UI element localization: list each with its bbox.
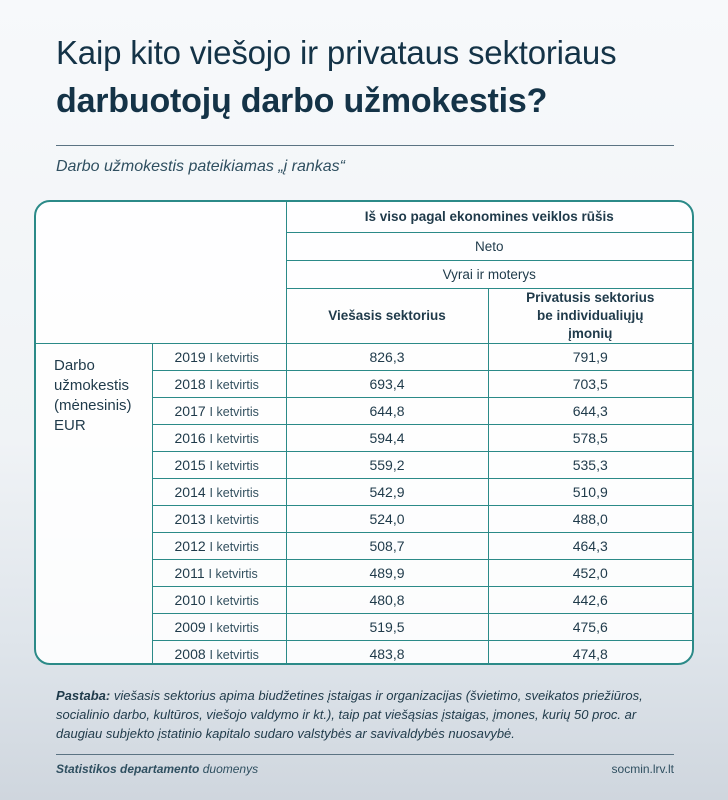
- public-sector-value: 519,5: [286, 613, 488, 640]
- quarter-label: I ketvirtis: [209, 647, 259, 662]
- public-sector-value: 644,8: [286, 397, 488, 424]
- column-header-private: Privatusis sektorius be individualiųjų įmonių: [488, 288, 692, 343]
- year-cell: [152, 424, 286, 451]
- header-neto: Neto: [286, 232, 692, 260]
- public-sector-value: 508,7: [286, 532, 488, 559]
- source-bold: Statistikos departamento: [56, 762, 200, 776]
- quarter-label: I ketvirtis: [209, 431, 259, 446]
- table-row: [36, 343, 692, 370]
- empty-corner-cell: [36, 202, 286, 343]
- year-value: 2018: [174, 375, 206, 392]
- top-divider: [56, 145, 674, 146]
- public-sector-value: 559,2: [286, 451, 488, 478]
- private-sector-value: 464,3: [488, 532, 692, 559]
- year-value: 2013: [174, 510, 206, 527]
- table-body: [36, 343, 692, 665]
- wage-table-container: [34, 200, 694, 665]
- year-cell: [152, 478, 286, 505]
- wage-table: [36, 202, 692, 665]
- private-sector-value: 474,8: [488, 640, 692, 665]
- quarter-label: I ketvirtis: [209, 593, 259, 608]
- quarter-label: I ketvirtis: [209, 377, 259, 392]
- public-sector-value: 489,9: [286, 559, 488, 586]
- year-value: 2019: [174, 348, 206, 365]
- public-sector-value: 594,4: [286, 424, 488, 451]
- title-line-1: Kaip kito viešojo ir privataus sektoriaus: [56, 34, 617, 71]
- private-sector-value: 703,5: [488, 370, 692, 397]
- year-cell: [152, 343, 286, 370]
- year-cell: [152, 505, 286, 532]
- private-sector-value: 475,6: [488, 613, 692, 640]
- footnote-text: viešasis sektorius apima biudžetines įstaigas ir organizacijas (švietimo, sveikatos priežiūros, socialinio darbo, kultūros, viešojo valdymo ir kt.), taip pat viešąsias įstaigas, įmones, kurių 50 proc. ar daugiau subjekto įstatinio kapitalo sudaro valstybės ar savivaldybės nuosavybė.: [56, 688, 643, 741]
- quarter-label: I ketvirtis: [209, 404, 259, 419]
- quarter-label: I ketvirtis: [209, 350, 259, 365]
- public-sector-value: 826,3: [286, 343, 488, 370]
- year-value: 2015: [174, 456, 206, 473]
- quarter-label: I ketvirtis: [209, 458, 259, 473]
- quarter-label: I ketvirtis: [208, 566, 258, 581]
- footnote: [56, 686, 676, 743]
- bottom-divider: [56, 754, 674, 755]
- public-sector-value: 524,0: [286, 505, 488, 532]
- private-sector-value: 644,3: [488, 397, 692, 424]
- source-rest: duomenys: [202, 762, 259, 776]
- year-cell: [152, 451, 286, 478]
- public-sector-value: 483,8: [286, 640, 488, 665]
- quarter-label: I ketvirtis: [209, 539, 259, 554]
- year-value: 2016: [174, 429, 206, 446]
- public-sector-value: 542,9: [286, 478, 488, 505]
- public-sector-value: 693,4: [286, 370, 488, 397]
- year-value: 2014: [174, 483, 206, 500]
- year-cell: [152, 613, 286, 640]
- public-sector-value: 480,8: [286, 586, 488, 613]
- private-sector-value: 488,0: [488, 505, 692, 532]
- quarter-label: I ketvirtis: [209, 512, 259, 527]
- year-cell: [152, 640, 286, 665]
- footnote-label: Pastaba:: [56, 688, 111, 703]
- year-value: 2010: [174, 591, 206, 608]
- column-header-public: Viešasis sektorius: [286, 288, 488, 343]
- year-cell: [152, 559, 286, 586]
- year-cell: [152, 586, 286, 613]
- private-sector-value: 510,9: [488, 478, 692, 505]
- header-gender: Vyrai ir moterys: [286, 260, 692, 288]
- year-cell: [152, 532, 286, 559]
- row-label: Darbo užmokestis (mėnesinis) EUR: [36, 343, 152, 665]
- private-sector-value: 578,5: [488, 424, 692, 451]
- quarter-label: I ketvirtis: [209, 620, 259, 635]
- year-value: 2008: [174, 645, 206, 662]
- year-value: 2011: [174, 564, 205, 581]
- year-cell: [152, 397, 286, 424]
- year-value: 2017: [174, 402, 206, 419]
- year-value: 2012: [174, 537, 206, 554]
- private-sector-value: 442,6: [488, 586, 692, 613]
- private-sector-value: 535,3: [488, 451, 692, 478]
- source-credit: [56, 762, 258, 776]
- year-value: 2009: [174, 618, 206, 635]
- header-group: Iš viso pagal ekonomines veiklos rūšis: [286, 202, 692, 232]
- website-link[interactable]: socmin.lrv.lt: [611, 762, 674, 776]
- subtitle: Darbo užmokestis pateikiamas „į rankas“: [56, 158, 345, 175]
- quarter-label: I ketvirtis: [209, 485, 259, 500]
- private-sector-value: 452,0: [488, 559, 692, 586]
- year-cell: [152, 370, 286, 397]
- private-sector-value: 791,9: [488, 343, 692, 370]
- title-line-2: darbuotojų darbo užmokestis?: [56, 82, 548, 120]
